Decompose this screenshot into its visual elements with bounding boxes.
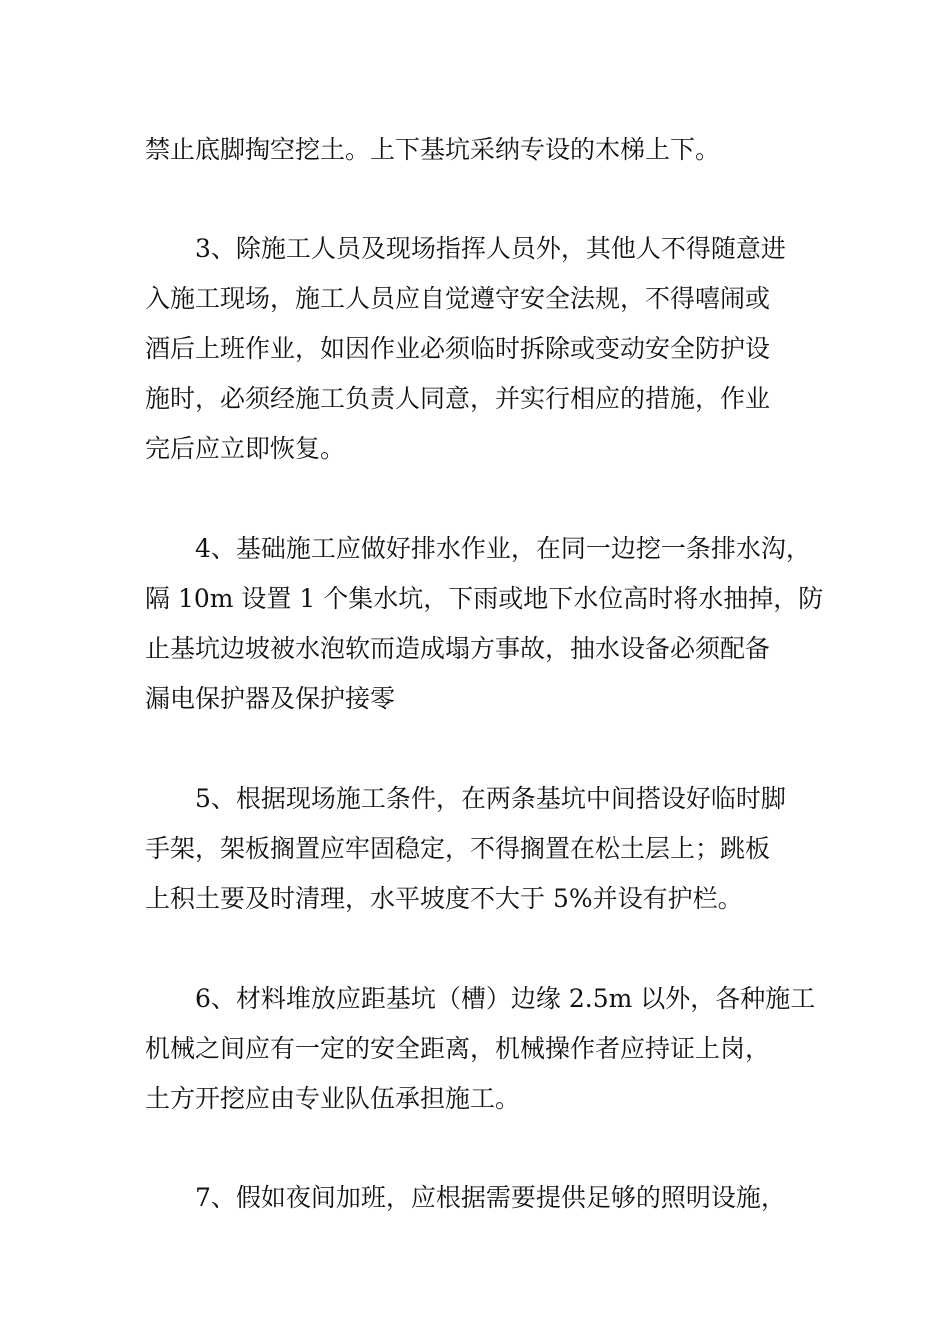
text-line: 入施工现场，施工人员应自觉遵守安全法规，不得嘻闹或	[145, 284, 771, 313]
text-line: 7、假如夜间加班，应根据需要提供足够的照明设施，	[195, 1183, 786, 1212]
text-line: 土方开挖应由专业队伍承担施工。	[145, 1084, 521, 1113]
text-line: 止基坑边坡被水泡软而造成塌方事故，抽水设备必须配备	[145, 634, 771, 663]
text-line: 6、材料堆放应距基坑（槽）边缘 2.5m 以外，各种施工	[195, 984, 816, 1013]
text-line: 施时，必须经施工负责人同意，并实行相应的措施，作业	[145, 384, 771, 413]
text-line: 酒后上班作业，如因作业必须临时拆除或变动安全防护设	[145, 334, 771, 363]
text-line: 手架，架板搁置应牢固稳定，不得搁置在松土层上；跳板	[145, 834, 771, 863]
text-line: 隔 10m 设置 1 个集水坑，下雨或地下水位高时将水抽掉，防	[145, 584, 824, 613]
text-line: 4、基础施工应做好排水作业，在同一边挖一条排水沟，	[195, 534, 811, 563]
text-line: 3、除施工人员及现场指挥人员外，其他人不得随意进	[195, 234, 786, 263]
text-line: 完后应立即恢复。	[145, 434, 346, 463]
text-line: 禁止底脚掏空挖土。上下基坑采纳专设的木梯上下。	[145, 135, 721, 164]
text-line: 机械之间应有一定的安全距离，机械操作者应持证上岗，	[145, 1034, 771, 1063]
text-line: 上积土要及时清理，水平坡度不大于 5%并设有护栏。	[145, 884, 743, 913]
text-line: 漏电保护器及保护接零	[145, 684, 396, 713]
text-line: 5、根据现场施工条件，在两条基坑中间搭设好临时脚	[195, 784, 786, 813]
